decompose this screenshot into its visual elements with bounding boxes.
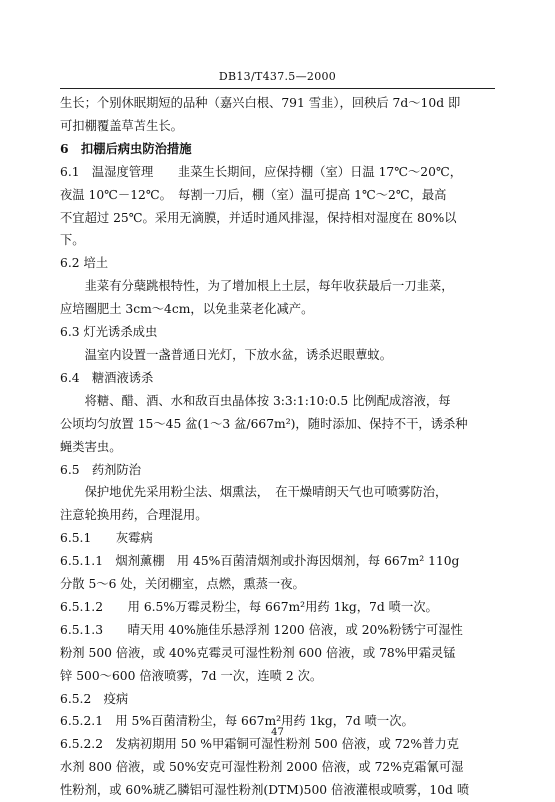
text-line: 蝇类害虫。 xyxy=(60,439,122,454)
subsection-heading: 6.5.1 灰霉病 xyxy=(60,531,153,546)
text-line: 应培圈肥土 3cm～4cm，以免韭菜老化减产。 xyxy=(60,302,314,317)
text-line: 6.1 温湿度管理 韭菜生长期间，应保持棚（室）日温 17℃～20℃， xyxy=(60,164,462,179)
text-line: 6.5.1.3 晴天用 40%施佳乐悬浮剂 1200 倍液，或 20%粉锈宁可湿性 xyxy=(60,622,463,637)
subsection-heading: 6.4 糖酒液诱杀 xyxy=(60,370,154,385)
text-line: 公顷均匀放置 15～45 盆(1～3 盆/667m²)，随时添加、保持不干，诱杀种 xyxy=(60,416,468,431)
text-line: 生长；个别休眠期短的品种（嘉兴白根、791 雪韭），回秧后 7d～10d 即 xyxy=(60,96,461,110)
text-line: 保护地优先采用粉尘法、烟熏法， 在干燥晴朗天气也可喷雾防治， xyxy=(84,485,448,500)
subsection-heading: 6.3 灯光诱杀成虫 xyxy=(60,325,158,340)
text-line: 6.5.1.1 烟剂薰棚 用 45%百菌清烟剂或扑海因烟剂，每 667m² 110g xyxy=(60,554,460,569)
subsection-heading: 6.2 培土 xyxy=(60,256,109,271)
text-line: 6.5.1.2 用 6.5%万霉灵粉尘，每 667m²用药 1kg，7d 喷一次。 xyxy=(60,599,438,614)
text-line: 水剂 800 倍液，或 50%安克可湿性粉剂 2000 倍液，或 72%克霜氰可湿 xyxy=(60,760,464,775)
text-line: 性粉剂，或 60%琥乙膦铝可湿性粉剂(DTM)500 倍液灌根或喷雾，10d 喷 xyxy=(60,783,470,798)
page-number: 47 xyxy=(271,727,284,738)
text-line: 夜温 10℃－12℃。 每割一刀后，棚（室）温可提高 1℃～2℃，最高 xyxy=(60,187,447,202)
body-text xyxy=(60,92,495,802)
text-line: 韭菜有分蘖跳根特性，为了增加根上土层，每年收获最后一刀韭菜， xyxy=(84,279,454,294)
page-header: DB13/T437.5—2000 xyxy=(218,70,337,83)
text-line: 锌 500～600 倍液喷雾，7d 一次，连喷 2 次。 xyxy=(60,668,323,683)
subsection-heading: 6.5.2 疫病 xyxy=(60,691,129,706)
text-line: 不宜超过 25℃。采用无滴膜，并适时通风排湿，保持相对湿度在 80%以 xyxy=(60,210,457,225)
header-rule xyxy=(60,88,495,89)
text-line: 可扣棚覆盖草苫生长。 xyxy=(60,118,183,133)
text-line: 6.5.2.2 发病初期用 50 %甲霜铜可湿性粉剂 500 倍液，或 72%普力克 xyxy=(60,737,459,752)
text-line: 注意轮换用药，合理混用。 xyxy=(60,508,208,523)
text-line: 下。 xyxy=(60,233,85,248)
text-line: 6.5.2.1 用 5%百菌清粉尘，每 667m²用药 1kg，7d 喷一次。 xyxy=(60,714,414,729)
text-line: 分散 5～6 处，关闭棚室，点燃，熏蒸一夜。 xyxy=(60,577,305,592)
text-line: 将糖、醋、酒、水和敌百虫晶体按 3:3:1:10:0.5 比例配成溶液，每 xyxy=(84,393,451,408)
section-heading: 6 扣棚后病虫防治措施 xyxy=(60,140,192,156)
subsection-heading: 6.5 药剂防治 xyxy=(60,462,142,477)
text-line: 粉剂 500 倍液，或 40%克霉灵可湿性粉剂 600 倍液，或 78%甲霜灵锰 xyxy=(60,645,456,660)
text-line: 温室内设置一盏普通日光灯，下放水盆，诱杀迟眼蕈蚊。 xyxy=(84,347,393,362)
